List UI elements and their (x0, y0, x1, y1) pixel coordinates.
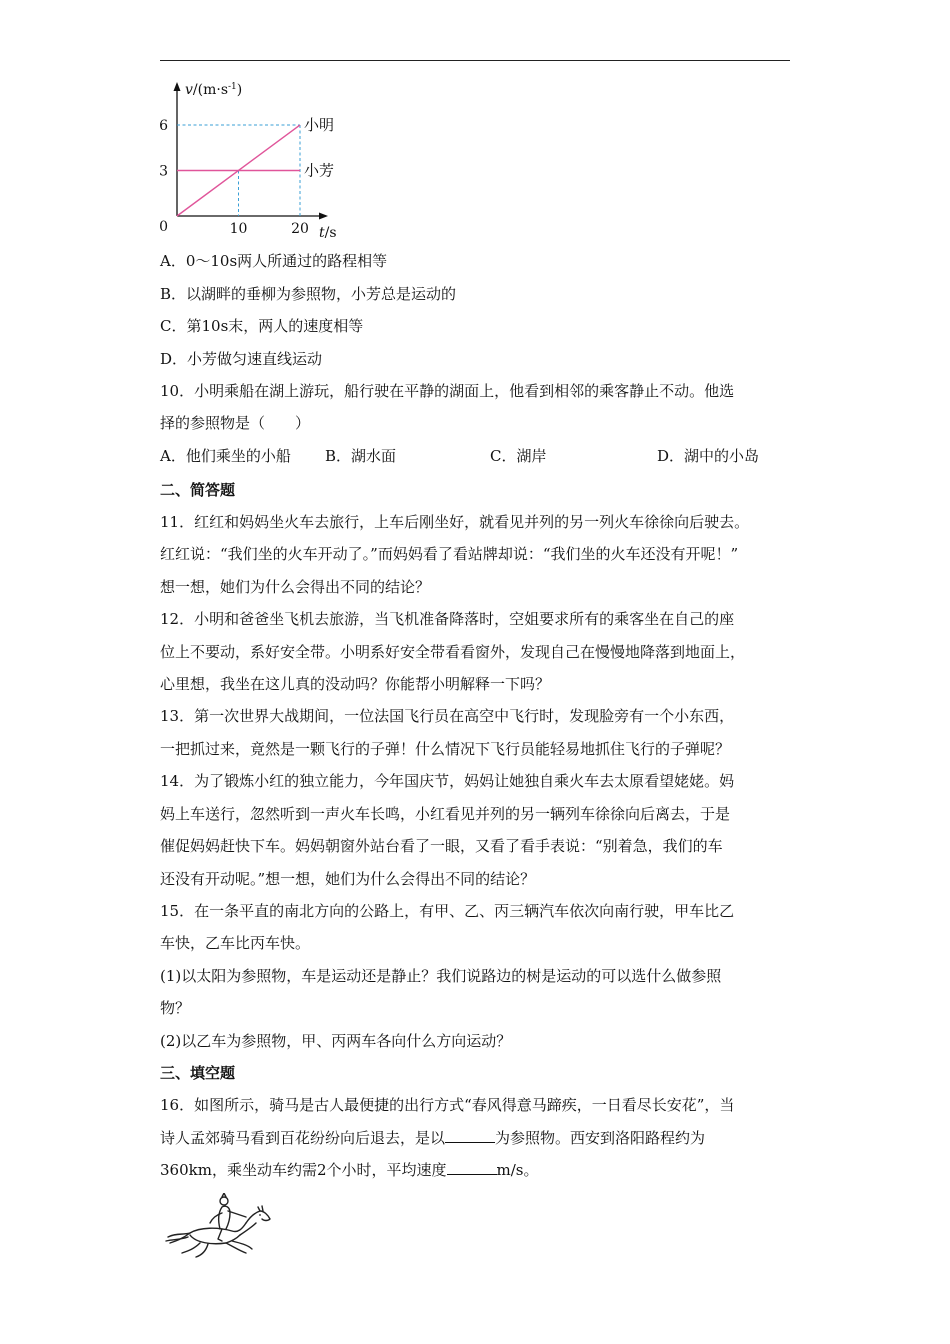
q16-line2 (160, 1128, 705, 1148)
q15-sub1-line1: (1)以太阳为参照物，车是运动还是静止？我们说路边的树是运动的可以选什么做参照 (160, 967, 722, 985)
q16-line3-part-b: m/s。 (496, 1161, 539, 1179)
q13-line1: 13．第一次世界大战期间，一位法国飞行员在高空中飞行时，发现脸旁有一个小东西， (160, 707, 735, 725)
series-label-0: 小明 (304, 116, 335, 134)
q10-stem-line1: 10．小明乘船在湖上游玩，船行驶在平静的湖面上，他看到相邻的乘客静止不动。他选 (160, 382, 735, 400)
q16-line3-part-a: 360km，乘坐动车约需2个小时，平均速度 (160, 1161, 447, 1179)
q9-option-c: C．第10s末，两人的速度相等 (160, 317, 364, 335)
chart-labels (159, 82, 336, 241)
q10-option-b: B．湖水面 (325, 447, 397, 465)
series-label-1: 小芳 (304, 161, 335, 180)
q16-line2-part-a: 诗人孟郊骑马看到百花纷纷向后退去，是以 (160, 1129, 446, 1147)
velocity-time-chart (150, 72, 350, 247)
y-axis-arrow (174, 82, 181, 91)
q16-blank-2[interactable] (447, 1160, 497, 1175)
q16-line2-part-b: 为参照物。西安到洛阳路程约为 (495, 1129, 706, 1147)
q14-line4: 还没有开动呢。”想一想，她们为什么会得出不同的结论？ (160, 870, 536, 888)
q12-line1: 12．小明和爸爸坐飞机去旅游，当飞机准备降落时，空姐要求所有的乘客坐在自己的座 (160, 610, 735, 628)
x-tick-label-20: 20 (291, 221, 309, 237)
q14-line1: 14．为了锻炼小红的独立能力，今年国庆节，妈妈让她独自乘火车去太原看望姥姥。妈 (160, 772, 735, 790)
q11-line3: 想一想，她们为什么会得出不同的结论？ (160, 578, 431, 596)
q15-line1: 15．在一条平直的南北方向的公路上，有甲、乙、丙三辆汽车依次向南行驶，甲车比乙 (160, 902, 735, 920)
q9-option-d: D．小芳做匀速直线运动 (160, 350, 323, 368)
q11-line2: 红红说：“我们坐的火车开动了。”而妈妈看了看站牌却说：“我们坐的火车还没有开呢！” (160, 545, 739, 563)
y-tick-label-6: 6 (159, 118, 168, 134)
q10-options (160, 446, 790, 466)
q14-line3: 催促妈妈赶快下车。妈妈朝窗外站台看了一眼，又看了看手表说：“别着急，我们的车 (160, 837, 723, 855)
x-axis-arrow (319, 213, 328, 220)
header-rule (160, 60, 790, 61)
chart-series (177, 125, 300, 216)
origin-label: 0 (159, 219, 168, 235)
section-heading-short-answer: 二、简答题 (160, 481, 236, 499)
section-heading-fill-blank: 三、填空题 (160, 1064, 236, 1082)
q9-option-a: A．0～10s两人所通过的路程相等 (160, 252, 388, 270)
q13-line2: 一把抓过来，竟然是一颗飞行的子弹！什么情况下飞行员能轻易地抓住飞行的子弹呢？ (160, 740, 731, 758)
q16-line3 (160, 1160, 538, 1180)
q16-line1: 16．如图所示，骑马是古人最便捷的出行方式“春风得意马蹄疾，一日看尽长安花”，当 (160, 1096, 735, 1114)
x-tick-label-10: 10 (229, 221, 248, 237)
q15-sub2: (2)以乙车为参照物，甲、丙两车各向什么方向运动？ (160, 1032, 512, 1050)
q10-option-a: A．他们乘坐的小船 (160, 447, 291, 465)
q10-stem-line2: 择的参照物是（ ） (160, 414, 311, 432)
chart-axes (174, 82, 329, 220)
y-tick-label-3: 3 (159, 163, 168, 180)
q16-blank-1[interactable] (445, 1128, 495, 1143)
q12-line3: 心里想，我坐在这儿真的没动吗？你能帮小明解释一下吗？ (160, 675, 551, 693)
x-axis-label: t/s (319, 225, 337, 241)
q14-line2: 妈上车送行，忽然听到一声火车长鸣，小红看见并列的另一辆列车徐徐向后离去，于是 (160, 805, 731, 823)
horse-rider-illustration (160, 1193, 275, 1261)
q12-line2: 位上不要动，系好安全带。小明系好安全带看看窗外，发现自己在慢慢地降落到地面上， (160, 643, 746, 661)
q9-option-b: B．以湖畔的垂柳为参照物，小芳总是运动的 (160, 285, 457, 303)
q15-line2: 车快，乙车比丙车快。 (160, 934, 311, 952)
q10-option-c: C．湖岸 (490, 447, 547, 465)
q15-sub1-line2: 物？ (160, 999, 191, 1017)
y-axis-label: $v/(m\cdot s^{-1})$ (185, 82, 243, 98)
q10-option-d: D．湖中的小岛 (657, 447, 760, 465)
q11-line1: 11．红红和妈妈坐火车去旅行，上车后刚坐好，就看见并列的另一列火车徐徐向后驶去。 (160, 513, 750, 531)
